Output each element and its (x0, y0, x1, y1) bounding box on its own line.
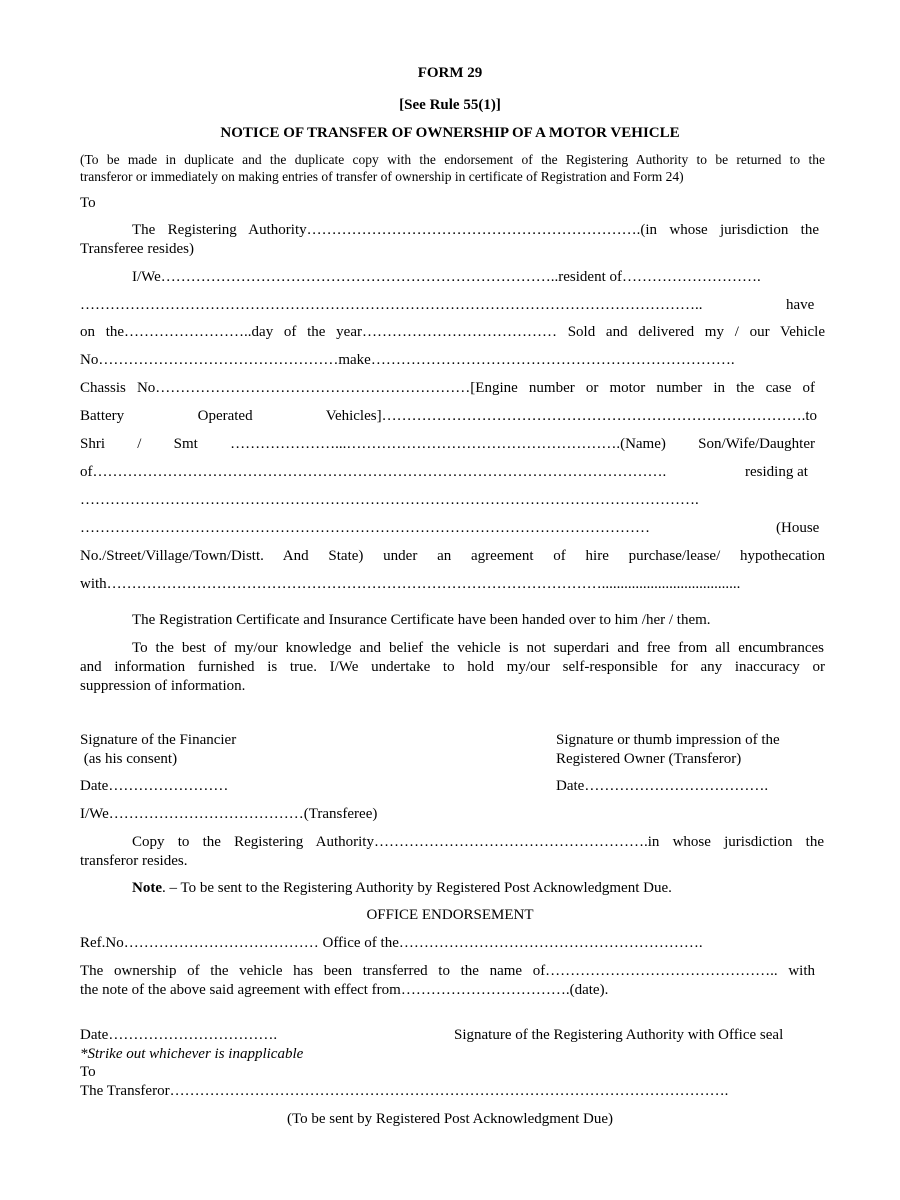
body-line-transferee-resides: Transferee resides) (80, 241, 194, 257)
body-word-house: (House (776, 520, 820, 536)
body-line-shri-smt: Shri / Smt …………………...……………………………………………….(Name) Son/Wife/Daughter (80, 436, 815, 452)
body-line-residence-dots: ……………………………………………………………………………………………………………. (80, 492, 699, 508)
financier-date-field: Date…………………… (80, 778, 229, 794)
form-title: NOTICE OF TRANSFER OF OWNERSHIP OF A MOTOR VEHICLE (220, 125, 680, 141)
financier-signature-label: Signature of the Financier (80, 732, 237, 748)
declaration-line-3: suppression of information. (80, 678, 246, 694)
body-line-vehicle-no-make: No…………………………………………make………………………………………………………………. (80, 352, 735, 368)
registered-post-footer: (To be sent by Registered Post Acknowledgment Due) (287, 1111, 613, 1127)
note-text: . – To be sent to the Registering Authority by Registered Post Acknowledgment Due. (162, 880, 672, 896)
endorsement-ownership-line-1: The ownership of the vehicle has been transferred to the name of……………………………………….. with (80, 963, 815, 979)
body-line-of-dots: of……………………………………………………………………………………………………. (80, 464, 667, 480)
body-line-house-dots: …………………………………………………………………………………………………… (80, 520, 650, 536)
copy-to-authority-line-1: Copy to the Registering Authority……………………………………………….in whose jurisdiction the (132, 834, 824, 850)
instruction-line-1: (To be made in duplicate and the duplicate copy with the endorsement of the Registering Authority to be returned to the (80, 152, 825, 167)
transferor-line: The Transferor…………………………………………………………………………………………………. (80, 1083, 729, 1099)
strike-out-note: *Strike out whichever is inapplicable (80, 1046, 304, 1062)
certificates-handed-over: The Registration Certificate and Insurance Certificate have been handed over to him /her / them. (132, 612, 711, 628)
body-word-have: have (786, 297, 815, 313)
owner-registered-label: Registered Owner (Transferor) (556, 751, 742, 767)
office-endorsement-title: OFFICE ENDORSEMENT (366, 907, 534, 923)
transferee-line: I/We…………………………………(Transferee) (80, 806, 378, 822)
endorsement-date-field: Date……………………………. (80, 1027, 278, 1043)
endorsement-to-label: To (80, 1064, 96, 1080)
body-line-agreement-type: No./Street/Village/Town/Distt. And State) under an agreement of hire purchase/lease/ hypothecation (80, 548, 825, 564)
note-label: Note (132, 880, 162, 896)
to-label: To (80, 195, 96, 211)
body-word-residing-at: residing at (745, 464, 808, 480)
owner-signature-label: Signature or thumb impression of the (556, 732, 780, 748)
rule-reference: [See Rule 55(1)] (399, 97, 501, 113)
body-line-iwe-resident: I/We……………………………………………………………………..resident of………………………. (132, 269, 761, 285)
body-line-registering-authority: The Registering Authority………………………………………………………….(in whose jurisdiction the (132, 222, 819, 238)
authority-signature-label: Signature of the Registering Authority with Office seal (454, 1027, 784, 1043)
endorsement-ownership-line-2: the note of the above said agreement with effect from…………………………….(date). (80, 982, 609, 998)
body-line-sold-date: on the……………………..day of the year………………………………… Sold and delivered my / our Vehicle (80, 324, 825, 340)
body-line-battery-operated: Battery Operated Vehicles]………………………………………………………………………….to (80, 408, 817, 424)
form-number: FORM 29 (417, 65, 483, 81)
note-line (132, 879, 672, 897)
financier-consent-label: (as his consent) (80, 751, 178, 767)
body-line-with-dots: with………………………………………………………………………………………..................................... (80, 576, 741, 592)
declaration-line-2: and information furnished is true. I/We undertake to hold my/our self-responsible for any inaccuracy or (80, 659, 825, 675)
endorsement-ref-line: Ref.No………………………………… Office of the……………………………………………………. (80, 935, 703, 951)
copy-to-authority-line-2: transferor resides. (80, 853, 188, 869)
owner-date-field: Date………………………………. (556, 778, 769, 794)
body-line-address-dots: …………………………………………………………………………………………………………….. (80, 297, 703, 313)
instruction-line-2: transferor or immediately on making entries of transfer of ownership in certificate of Registration and Form 24) (80, 169, 684, 184)
body-line-chassis-no: Chassis No………………………………………………………[Engine number or motor number in the case of (80, 380, 815, 396)
declaration-line-1: To the best of my/our knowledge and belief the vehicle is not superdari and free from all encumbrances (132, 640, 824, 656)
